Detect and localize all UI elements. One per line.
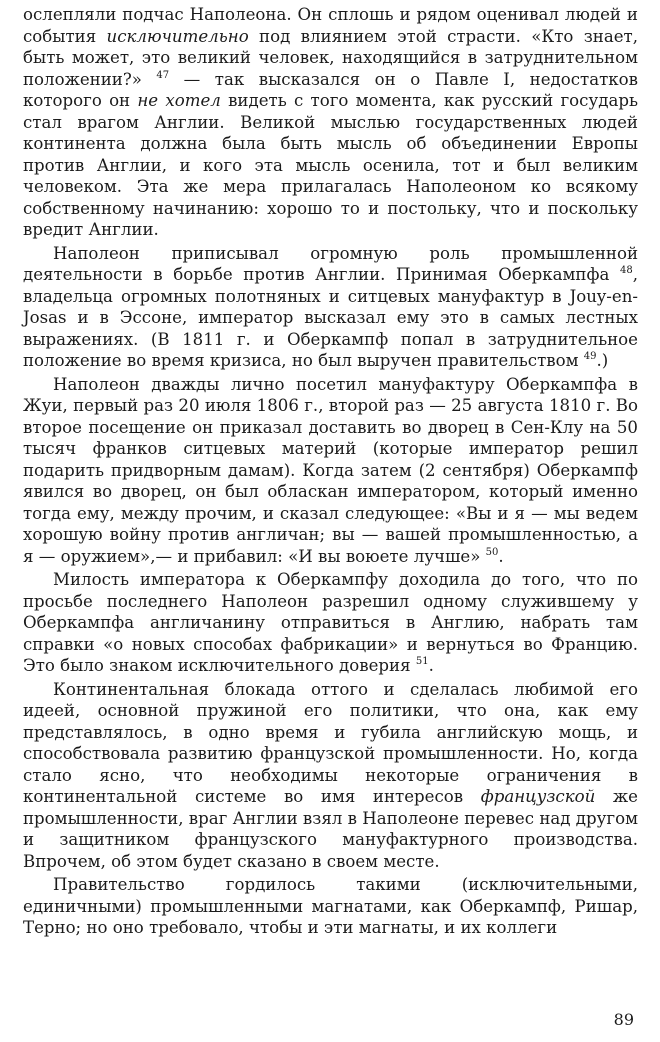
- text-run: видеть с того момента, как русский государь стал врагом Англии. Великой мыслью государственных людей континента должна была быть мысль об объединении Европы против Англии, и кого эта мысль осенила, тот и был великим человеком. Эта же мера прилагалась Наполеоном ко всякому собственному начинанию: хорошо то и постольку, что и поскольку вредит Англии.: [23, 91, 638, 239]
- footnote-ref: 47: [156, 69, 170, 81]
- paragraph: [23, 374, 638, 568]
- footnote-ref: 51: [415, 656, 429, 667]
- text-run: , владельца огромных полотняных и ситцевых мануфактур в Jouy-en-Josas и в Эссоне, император высказал ему это в самых лестных выражениях. (В 1811 г. и Оберкампф попал в затруднительное положение во время кризиса, но был выручен правительством: [23, 265, 638, 370]
- body-text: [23, 4, 638, 939]
- footnote-ref: 48: [619, 265, 633, 276]
- paragraph: [23, 4, 638, 241]
- footnote-ref: 50: [485, 546, 499, 558]
- emphasis-text: французской: [480, 787, 596, 806]
- emphasis-text: исключительно: [106, 26, 249, 46]
- paragraph: [23, 679, 638, 873]
- text-run: Наполеон дважды лично посетил мануфактуру Оберкампфа в Жуи, первый раз 20 июля 1806 г., второй раз — 25 августа 1810 г. Во второе посещение он приказал доставить во дворец в Сен-Клу на 50 тысяч франков ситцевых материй (которые император решил подарить придворным дамам). Когда затем (2 сентября) Оберкампф явился во дворец, он был обласкан императором, который именно тогда ему, между прочим, и сказал следующее: «Вы и я — мы ведем хорошую войну против англичан; вы — вашей промышленностью, а я — оружием»,— и прибавил: «И вы воюете лучше»: [23, 374, 638, 566]
- text-run: же промышленности, враг Англии взял в Наполеоне перевес над другом и защитником французского мануфактурного производства. Впрочем, об этом будет сказано в своем месте.: [23, 787, 638, 871]
- text-run: .: [498, 546, 504, 566]
- paragraph: [23, 569, 638, 677]
- text-run: Милость императора к Оберкампфу доходила до того, что по просьбе последнего Наполеон разрешил одному служившему у Оберкампфа англичанину отправиться в Англию, набрать там справки «о новых способах фабрикации» и вернуться во Францию. Это было знаком исключительного доверия: [23, 570, 638, 675]
- text-run: ослепляли подчас Наполеона. Он сплошь и рядом оценивал людей и события: [23, 5, 638, 46]
- text-run: Правительство гордилось такими (исключительными, единичными) промышленными магнатами, как Оберкампф, Ришар, Терно; но оно требовало, чтобы и эти магнаты, и их коллеги: [23, 875, 638, 937]
- page-number: 89: [613, 1010, 634, 1029]
- text-run: под влиянием этой страсти. «Кто знает, быть может, это великий человек, находящийся в затруднительном положении?»: [23, 26, 638, 89]
- footnote-ref: 49: [583, 351, 597, 362]
- text-run: Наполеон приписывал огромную роль промышленной деятельности в борьбе против Англии. Принимая Оберкампфа: [23, 243, 638, 284]
- text-run: .: [428, 656, 434, 675]
- text-run: Континентальная блокада оттого и сделалась любимой его идеей, основной пружиной его политики, что она, как ему представлялось, в одно время и губила английскую мощь, и способствовала развитию французской промышленности. Но, когда стало ясно, что необходимы некоторые ограничения в континентальной системе во имя интересов: [23, 679, 638, 806]
- paragraph: [23, 874, 638, 939]
- emphasis-text: не хотел: [137, 91, 221, 110]
- paragraph: [23, 243, 638, 372]
- text-run: — так высказался он о Павле I, недостатков которого он: [23, 69, 638, 110]
- text-run: .): [596, 351, 609, 370]
